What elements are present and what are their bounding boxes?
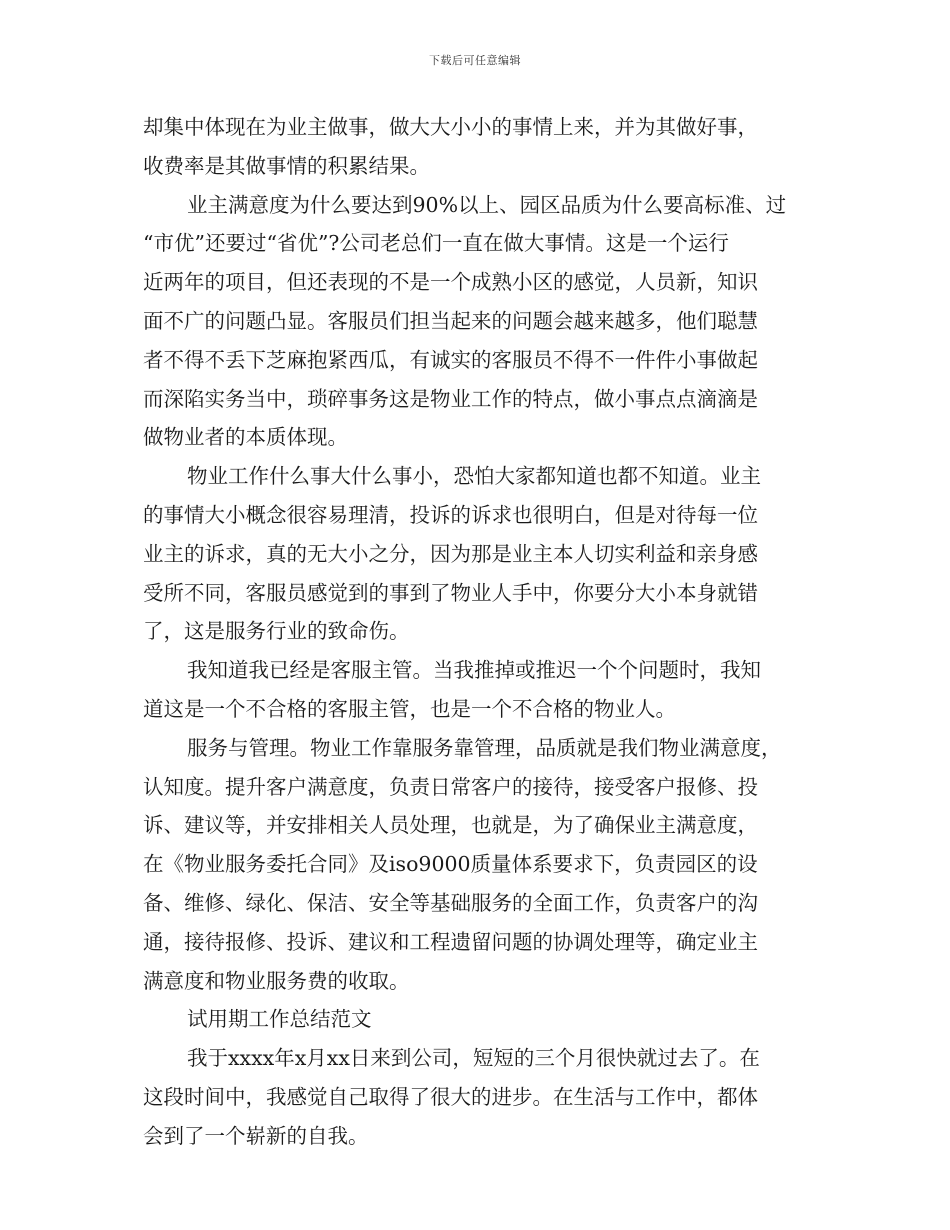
text-line: 在《物业服务委托合同》及iso9000质量体系要求下，负责园区的设 — [143, 852, 758, 877]
text-line: 做物业者的本质体现。 — [143, 425, 348, 450]
text-line: 我知道我已经是客服主管。当我推掉或推迟一个个问题时，我知 — [187, 658, 761, 683]
document-body — [143, 108, 813, 1156]
text-line: 物业工作什么事大什么事小，恐怕大家都知道也都不知道。业主 — [187, 464, 761, 489]
text-line: 者不得不丢下芝麻抱紧西瓜，有诚实的客服员不得不一件件小事做起 — [143, 347, 758, 372]
text-line: 了，这是服务行业的致命伤。 — [143, 619, 410, 644]
text-line: 却集中体现在为业主做事，做大大小小的事情上来，并为其做好事， — [143, 115, 758, 139]
text-line: “市优”还要过“省优”?公司老总们一直在做大事情。这是一个运行 — [143, 231, 729, 256]
text-line: 受所不同，客服员感觉到的事到了物业人手中，你要分大小本身就错 — [143, 580, 758, 605]
text-line: 备、维修、绿化、保洁、安全等基础服务的全面工作，负责客户的沟 — [143, 890, 758, 915]
text-line: 近两年的项目，但还表现的不是一个成熟小区的感觉，人员新，知识 — [143, 270, 758, 295]
text-line: 通，接待报修、投诉、建议和工程遗留问题的协调处理等，确定业主 — [143, 929, 758, 954]
text-line: 收费率是其做事情的积累结果。 — [143, 153, 430, 178]
page-header-note: 下载后可任意编辑 — [429, 54, 521, 67]
text-line: 业主的诉求，真的无大小之分，因为那是业主本人切实利益和亲身感 — [143, 541, 758, 566]
text-line: 试用期工作总结范文 — [187, 1007, 372, 1032]
text-line: 面不广的问题凸显。客服员们担当起来的问题会越来越多，他们聪慧 — [143, 308, 758, 333]
text-line: 而深陷实务当中，琐碎事务这是物业工作的特点，做小事点点滴滴是 — [143, 386, 758, 411]
text-line: 业主满意度为什么要达到90%以上、园区品质为什么要高标准、过 — [187, 192, 787, 217]
text-line: 道这是一个不合格的客服主管，也是一个不合格的物业人。 — [143, 696, 676, 721]
text-line: 这段时间中，我感觉自己取得了很大的进步。在生活与工作中，都体 — [143, 1084, 758, 1109]
text-line: 的事情大小概念很容易理清，投诉的诉求也很明白，但是对待每一位 — [143, 502, 758, 527]
text-line: 会到了一个崭新的自我。 — [143, 1123, 369, 1148]
text-line: 认知度。提升客户满意度，负责日常客户的接待，接受客户报修、投 — [143, 774, 758, 799]
text-line: 我于xxxx年x月xx日来到公司，短短的三个月很快就过去了。在 — [187, 1046, 760, 1071]
text-line: 服务与管理。物业工作靠服务靠管理，品质就是我们物业满意度， — [187, 735, 782, 760]
text-line: 满意度和物业服务费的收取。 — [143, 968, 410, 993]
text-line: 诉、建议等，并安排相关人员处理，也就是，为了确保业主满意度， — [143, 813, 758, 838]
